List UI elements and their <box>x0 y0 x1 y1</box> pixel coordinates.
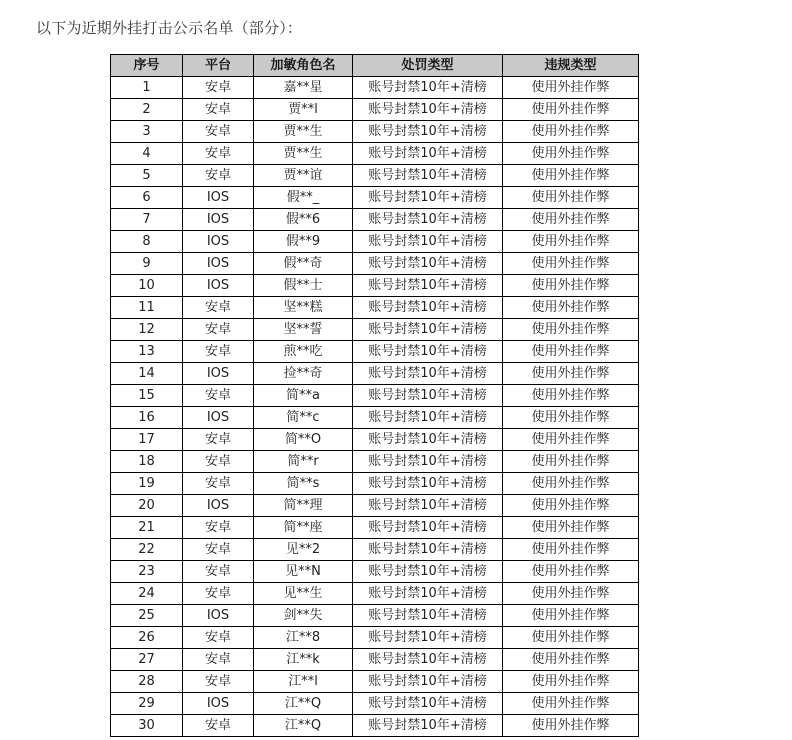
table-row <box>111 297 639 319</box>
table-body <box>111 77 639 737</box>
cell-platform: 安卓 <box>183 671 254 693</box>
cell-role-name: 假**9 <box>254 231 353 253</box>
cell-violation-type: 使用外挂作弊 <box>503 209 639 231</box>
cell-role-name: 煎**吃 <box>254 341 353 363</box>
cell-penalty-type: 账号封禁10年+清榜 <box>353 627 503 649</box>
table-row <box>111 275 639 297</box>
table-row <box>111 77 639 99</box>
cell-penalty-type: 账号封禁10年+清榜 <box>353 583 503 605</box>
cell-platform: 安卓 <box>183 627 254 649</box>
cell-index: 10 <box>111 275 183 297</box>
cell-role-name: 贾**生 <box>254 143 353 165</box>
cell-violation-type: 使用外挂作弊 <box>503 385 639 407</box>
table-row <box>111 715 639 737</box>
cell-penalty-type: 账号封禁10年+清榜 <box>353 209 503 231</box>
cell-penalty-type: 账号封禁10年+清榜 <box>353 649 503 671</box>
cell-platform: IOS <box>183 407 254 429</box>
cell-platform: IOS <box>183 495 254 517</box>
table-row <box>111 671 639 693</box>
cell-platform: IOS <box>183 253 254 275</box>
cell-platform: 安卓 <box>183 561 254 583</box>
cell-role-name: 嘉**星 <box>254 77 353 99</box>
cell-penalty-type: 账号封禁10年+清榜 <box>353 165 503 187</box>
cell-violation-type: 使用外挂作弊 <box>503 275 639 297</box>
cell-index: 1 <box>111 77 183 99</box>
cell-violation-type: 使用外挂作弊 <box>503 253 639 275</box>
cell-penalty-type: 账号封禁10年+清榜 <box>353 121 503 143</box>
cell-platform: IOS <box>183 693 254 715</box>
cell-violation-type: 使用外挂作弊 <box>503 715 639 737</box>
cell-index: 11 <box>111 297 183 319</box>
cell-index: 12 <box>111 319 183 341</box>
cell-penalty-type: 账号封禁10年+清榜 <box>353 275 503 297</box>
cell-violation-type: 使用外挂作弊 <box>503 539 639 561</box>
cell-violation-type: 使用外挂作弊 <box>503 231 639 253</box>
cell-role-name: 见**N <box>254 561 353 583</box>
cell-index: 6 <box>111 187 183 209</box>
cell-role-name: 捡**奇 <box>254 363 353 385</box>
cell-index: 5 <box>111 165 183 187</box>
cell-platform: 安卓 <box>183 297 254 319</box>
cell-role-name: 坚**誓 <box>254 319 353 341</box>
cell-violation-type: 使用外挂作弊 <box>503 693 639 715</box>
cell-penalty-type: 账号封禁10年+清榜 <box>353 253 503 275</box>
cell-index: 22 <box>111 539 183 561</box>
cell-violation-type: 使用外挂作弊 <box>503 165 639 187</box>
table-row <box>111 231 639 253</box>
cell-index: 3 <box>111 121 183 143</box>
cell-role-name: 简**c <box>254 407 353 429</box>
header-penalty-type: 处罚类型 <box>353 55 503 77</box>
cell-platform: IOS <box>183 275 254 297</box>
cell-platform: 安卓 <box>183 341 254 363</box>
cell-platform: 安卓 <box>183 473 254 495</box>
cell-penalty-type: 账号封禁10年+清榜 <box>353 715 503 737</box>
cell-role-name: 剑**失 <box>254 605 353 627</box>
cell-index: 26 <box>111 627 183 649</box>
cell-platform: 安卓 <box>183 77 254 99</box>
cell-index: 19 <box>111 473 183 495</box>
cell-role-name: 假**士 <box>254 275 353 297</box>
cell-index: 16 <box>111 407 183 429</box>
table-row <box>111 693 639 715</box>
cell-platform: 安卓 <box>183 385 254 407</box>
table-row <box>111 121 639 143</box>
cell-violation-type: 使用外挂作弊 <box>503 583 639 605</box>
intro-text: 以下为近期外挂打击公示名单（部分）： <box>36 19 303 37</box>
cell-index: 25 <box>111 605 183 627</box>
cell-violation-type: 使用外挂作弊 <box>503 341 639 363</box>
header-role-name: 加敏角色名 <box>254 55 353 77</box>
cell-violation-type: 使用外挂作弊 <box>503 517 639 539</box>
cell-platform: 安卓 <box>183 583 254 605</box>
cell-platform: 安卓 <box>183 649 254 671</box>
cell-role-name: 江**Q <box>254 693 353 715</box>
cell-role-name: 简**O <box>254 429 353 451</box>
table-row <box>111 561 639 583</box>
cell-platform: 安卓 <box>183 517 254 539</box>
cell-platform: 安卓 <box>183 451 254 473</box>
cell-penalty-type: 账号封禁10年+清榜 <box>353 693 503 715</box>
cell-index: 4 <box>111 143 183 165</box>
cell-role-name: 见**生 <box>254 583 353 605</box>
table-row <box>111 319 639 341</box>
cell-violation-type: 使用外挂作弊 <box>503 451 639 473</box>
table-row <box>111 165 639 187</box>
cell-violation-type: 使用外挂作弊 <box>503 121 639 143</box>
cell-index: 9 <box>111 253 183 275</box>
cell-violation-type: 使用外挂作弊 <box>503 561 639 583</box>
cell-penalty-type: 账号封禁10年+清榜 <box>353 385 503 407</box>
cell-role-name: 江**8 <box>254 627 353 649</box>
table-row <box>111 341 639 363</box>
table-row <box>111 385 639 407</box>
table-row <box>111 495 639 517</box>
cell-index: 18 <box>111 451 183 473</box>
cell-index: 7 <box>111 209 183 231</box>
cell-penalty-type: 账号封禁10年+清榜 <box>353 187 503 209</box>
cell-role-name: 江**k <box>254 649 353 671</box>
cell-index: 8 <box>111 231 183 253</box>
cell-platform: 安卓 <box>183 99 254 121</box>
cell-penalty-type: 账号封禁10年+清榜 <box>353 99 503 121</box>
table-row <box>111 451 639 473</box>
cell-role-name: 简**s <box>254 473 353 495</box>
cell-platform: 安卓 <box>183 539 254 561</box>
cell-index: 24 <box>111 583 183 605</box>
cell-role-name: 假**奇 <box>254 253 353 275</box>
cell-penalty-type: 账号封禁10年+清榜 <box>353 561 503 583</box>
cell-violation-type: 使用外挂作弊 <box>503 605 639 627</box>
cell-penalty-type: 账号封禁10年+清榜 <box>353 231 503 253</box>
table-row <box>111 99 639 121</box>
cell-role-name: 假**_ <box>254 187 353 209</box>
cell-index: 23 <box>111 561 183 583</box>
table-row <box>111 209 639 231</box>
table-row <box>111 605 639 627</box>
cell-penalty-type: 账号封禁10年+清榜 <box>353 451 503 473</box>
cell-penalty-type: 账号封禁10年+清榜 <box>353 473 503 495</box>
cell-platform: IOS <box>183 363 254 385</box>
cell-platform: 安卓 <box>183 121 254 143</box>
cell-penalty-type: 账号封禁10年+清榜 <box>353 341 503 363</box>
cell-platform: IOS <box>183 605 254 627</box>
cell-penalty-type: 账号封禁10年+清榜 <box>353 297 503 319</box>
cell-role-name: 简**理 <box>254 495 353 517</box>
table-row <box>111 649 639 671</box>
header-violation-type: 违规类型 <box>503 55 639 77</box>
cell-violation-type: 使用外挂作弊 <box>503 473 639 495</box>
cell-violation-type: 使用外挂作弊 <box>503 671 639 693</box>
cell-penalty-type: 账号封禁10年+清榜 <box>353 363 503 385</box>
cell-role-name: 坚**糕 <box>254 297 353 319</box>
cell-violation-type: 使用外挂作弊 <box>503 495 639 517</box>
header-platform: 平台 <box>183 55 254 77</box>
cell-platform: 安卓 <box>183 165 254 187</box>
cell-platform: IOS <box>183 209 254 231</box>
cell-role-name: 江**l <box>254 671 353 693</box>
cell-violation-type: 使用外挂作弊 <box>503 99 639 121</box>
cell-role-name: 江**Q <box>254 715 353 737</box>
table-row <box>111 517 639 539</box>
cell-index: 15 <box>111 385 183 407</box>
cell-penalty-type: 账号封禁10年+清榜 <box>353 517 503 539</box>
cell-platform: 安卓 <box>183 715 254 737</box>
cell-violation-type: 使用外挂作弊 <box>503 77 639 99</box>
table-row <box>111 407 639 429</box>
cell-violation-type: 使用外挂作弊 <box>503 407 639 429</box>
cell-role-name: 简**座 <box>254 517 353 539</box>
cell-penalty-type: 账号封禁10年+清榜 <box>353 407 503 429</box>
cell-penalty-type: 账号封禁10年+清榜 <box>353 539 503 561</box>
table-row <box>111 627 639 649</box>
table-row <box>111 539 639 561</box>
table-row <box>111 143 639 165</box>
table-row <box>111 473 639 495</box>
cell-penalty-type: 账号封禁10年+清榜 <box>353 77 503 99</box>
cell-role-name: 贾**生 <box>254 121 353 143</box>
table-header-row <box>111 55 639 77</box>
table-row <box>111 363 639 385</box>
cell-violation-type: 使用外挂作弊 <box>503 143 639 165</box>
cell-platform: IOS <box>183 231 254 253</box>
table-row <box>111 429 639 451</box>
cell-penalty-type: 账号封禁10年+清榜 <box>353 429 503 451</box>
cell-role-name: 贾**谊 <box>254 165 353 187</box>
cell-violation-type: 使用外挂作弊 <box>503 319 639 341</box>
cell-role-name: 假**6 <box>254 209 353 231</box>
cell-index: 28 <box>111 671 183 693</box>
cell-platform: 安卓 <box>183 429 254 451</box>
cell-penalty-type: 账号封禁10年+清榜 <box>353 143 503 165</box>
cell-index: 13 <box>111 341 183 363</box>
punishment-table <box>110 54 639 737</box>
cell-penalty-type: 账号封禁10年+清榜 <box>353 495 503 517</box>
cell-penalty-type: 账号封禁10年+清榜 <box>353 671 503 693</box>
table-row <box>111 253 639 275</box>
cell-index: 27 <box>111 649 183 671</box>
cell-penalty-type: 账号封禁10年+清榜 <box>353 319 503 341</box>
header-index: 序号 <box>111 55 183 77</box>
cell-violation-type: 使用外挂作弊 <box>503 363 639 385</box>
cell-role-name: 见**2 <box>254 539 353 561</box>
cell-platform: IOS <box>183 187 254 209</box>
cell-violation-type: 使用外挂作弊 <box>503 649 639 671</box>
cell-index: 29 <box>111 693 183 715</box>
cell-violation-type: 使用外挂作弊 <box>503 627 639 649</box>
cell-index: 30 <box>111 715 183 737</box>
cell-penalty-type: 账号封禁10年+清榜 <box>353 605 503 627</box>
cell-index: 17 <box>111 429 183 451</box>
table-row <box>111 187 639 209</box>
cell-index: 20 <box>111 495 183 517</box>
cell-platform: 安卓 <box>183 319 254 341</box>
cell-role-name: 贾**l <box>254 99 353 121</box>
cell-violation-type: 使用外挂作弊 <box>503 187 639 209</box>
cell-violation-type: 使用外挂作弊 <box>503 297 639 319</box>
cell-role-name: 简**r <box>254 451 353 473</box>
cell-index: 2 <box>111 99 183 121</box>
cell-index: 21 <box>111 517 183 539</box>
cell-index: 14 <box>111 363 183 385</box>
cell-violation-type: 使用外挂作弊 <box>503 429 639 451</box>
cell-role-name: 简**a <box>254 385 353 407</box>
table-row <box>111 583 639 605</box>
cell-platform: 安卓 <box>183 143 254 165</box>
